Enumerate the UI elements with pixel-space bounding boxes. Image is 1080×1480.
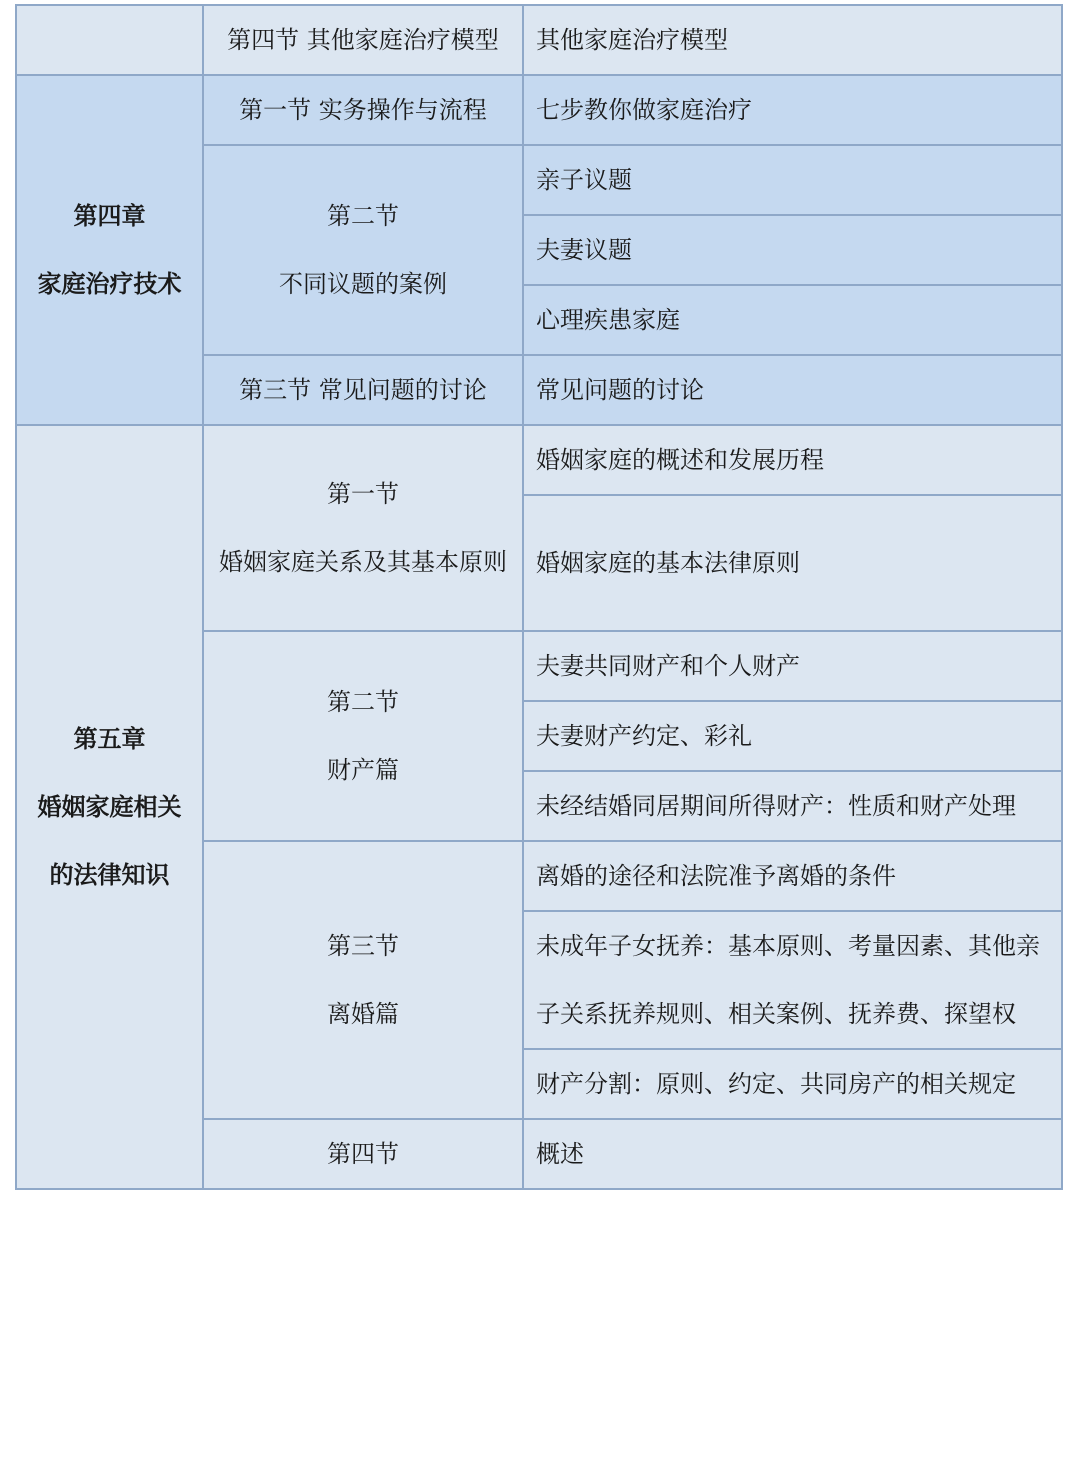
topic-cell: 婚姻家庭的概述和发展历程 [523, 425, 1062, 495]
topic-cell: 心理疾患家庭 [523, 285, 1062, 355]
chapter-title: 婚姻家庭相关的法律知识 [37, 793, 182, 889]
topic-cell: 夫妻共同财产和个人财产 [523, 631, 1062, 701]
topic-cell: 夫妻议题 [523, 215, 1062, 285]
section-title: 婚姻家庭关系及其基本原则 [219, 548, 507, 576]
table-row [16, 5, 1062, 75]
topic-cell: 常见问题的讨论 [523, 355, 1062, 425]
section-cell: 第四节 其他家庭治疗模型 [203, 5, 523, 75]
topic-cell: 七步教你做家庭治疗 [523, 75, 1062, 145]
topic-cell: 未经结婚同居期间所得财产：性质和财产处理 [523, 771, 1062, 841]
section-cell [203, 631, 523, 841]
section-cell [203, 841, 523, 1119]
topic-cell: 财产分割：原则、约定、共同房产的相关规定 [523, 1049, 1062, 1119]
table-row [16, 425, 1062, 495]
chapter-title: 家庭治疗技术 [37, 270, 182, 298]
section-cell [203, 145, 523, 355]
topic-cell: 其他家庭治疗模型 [523, 5, 1062, 75]
section-title: 离婚篇 [327, 1000, 399, 1028]
section-cell: 第一节 实务操作与流程 [203, 75, 523, 145]
section-title: 不同议题的案例 [279, 270, 447, 298]
section-title: 财产篇 [327, 756, 399, 784]
section-number: 第二节 [327, 688, 399, 716]
topic-cell: 夫妻财产约定、彩礼 [523, 701, 1062, 771]
section-cell [203, 425, 523, 631]
chapter-cell [16, 75, 203, 425]
topic-cell: 未成年子女抚养：基本原则、考量因素、其他亲子关系抚养规则、相关案例、抚养费、探望权 [523, 911, 1062, 1049]
curriculum-table [15, 4, 1063, 1190]
chapter-cell-empty [16, 5, 203, 75]
topic-cell: 离婚的途径和法院准予离婚的条件 [523, 841, 1062, 911]
section-cell: 第四节 [203, 1119, 523, 1189]
chapter-cell [16, 425, 203, 1189]
section-number: 第二节 [327, 202, 399, 230]
section-number: 第三节 [327, 932, 399, 960]
chapter-number: 第四章 [73, 202, 146, 230]
topic-cell: 亲子议题 [523, 145, 1062, 215]
chapter-number: 第五章 [73, 725, 146, 753]
table-row [16, 75, 1062, 145]
topic-cell: 婚姻家庭的基本法律原则 [523, 495, 1062, 631]
topic-cell: 概述 [523, 1119, 1062, 1189]
section-number: 第一节 [327, 480, 399, 508]
section-cell: 第三节 常见问题的讨论 [203, 355, 523, 425]
